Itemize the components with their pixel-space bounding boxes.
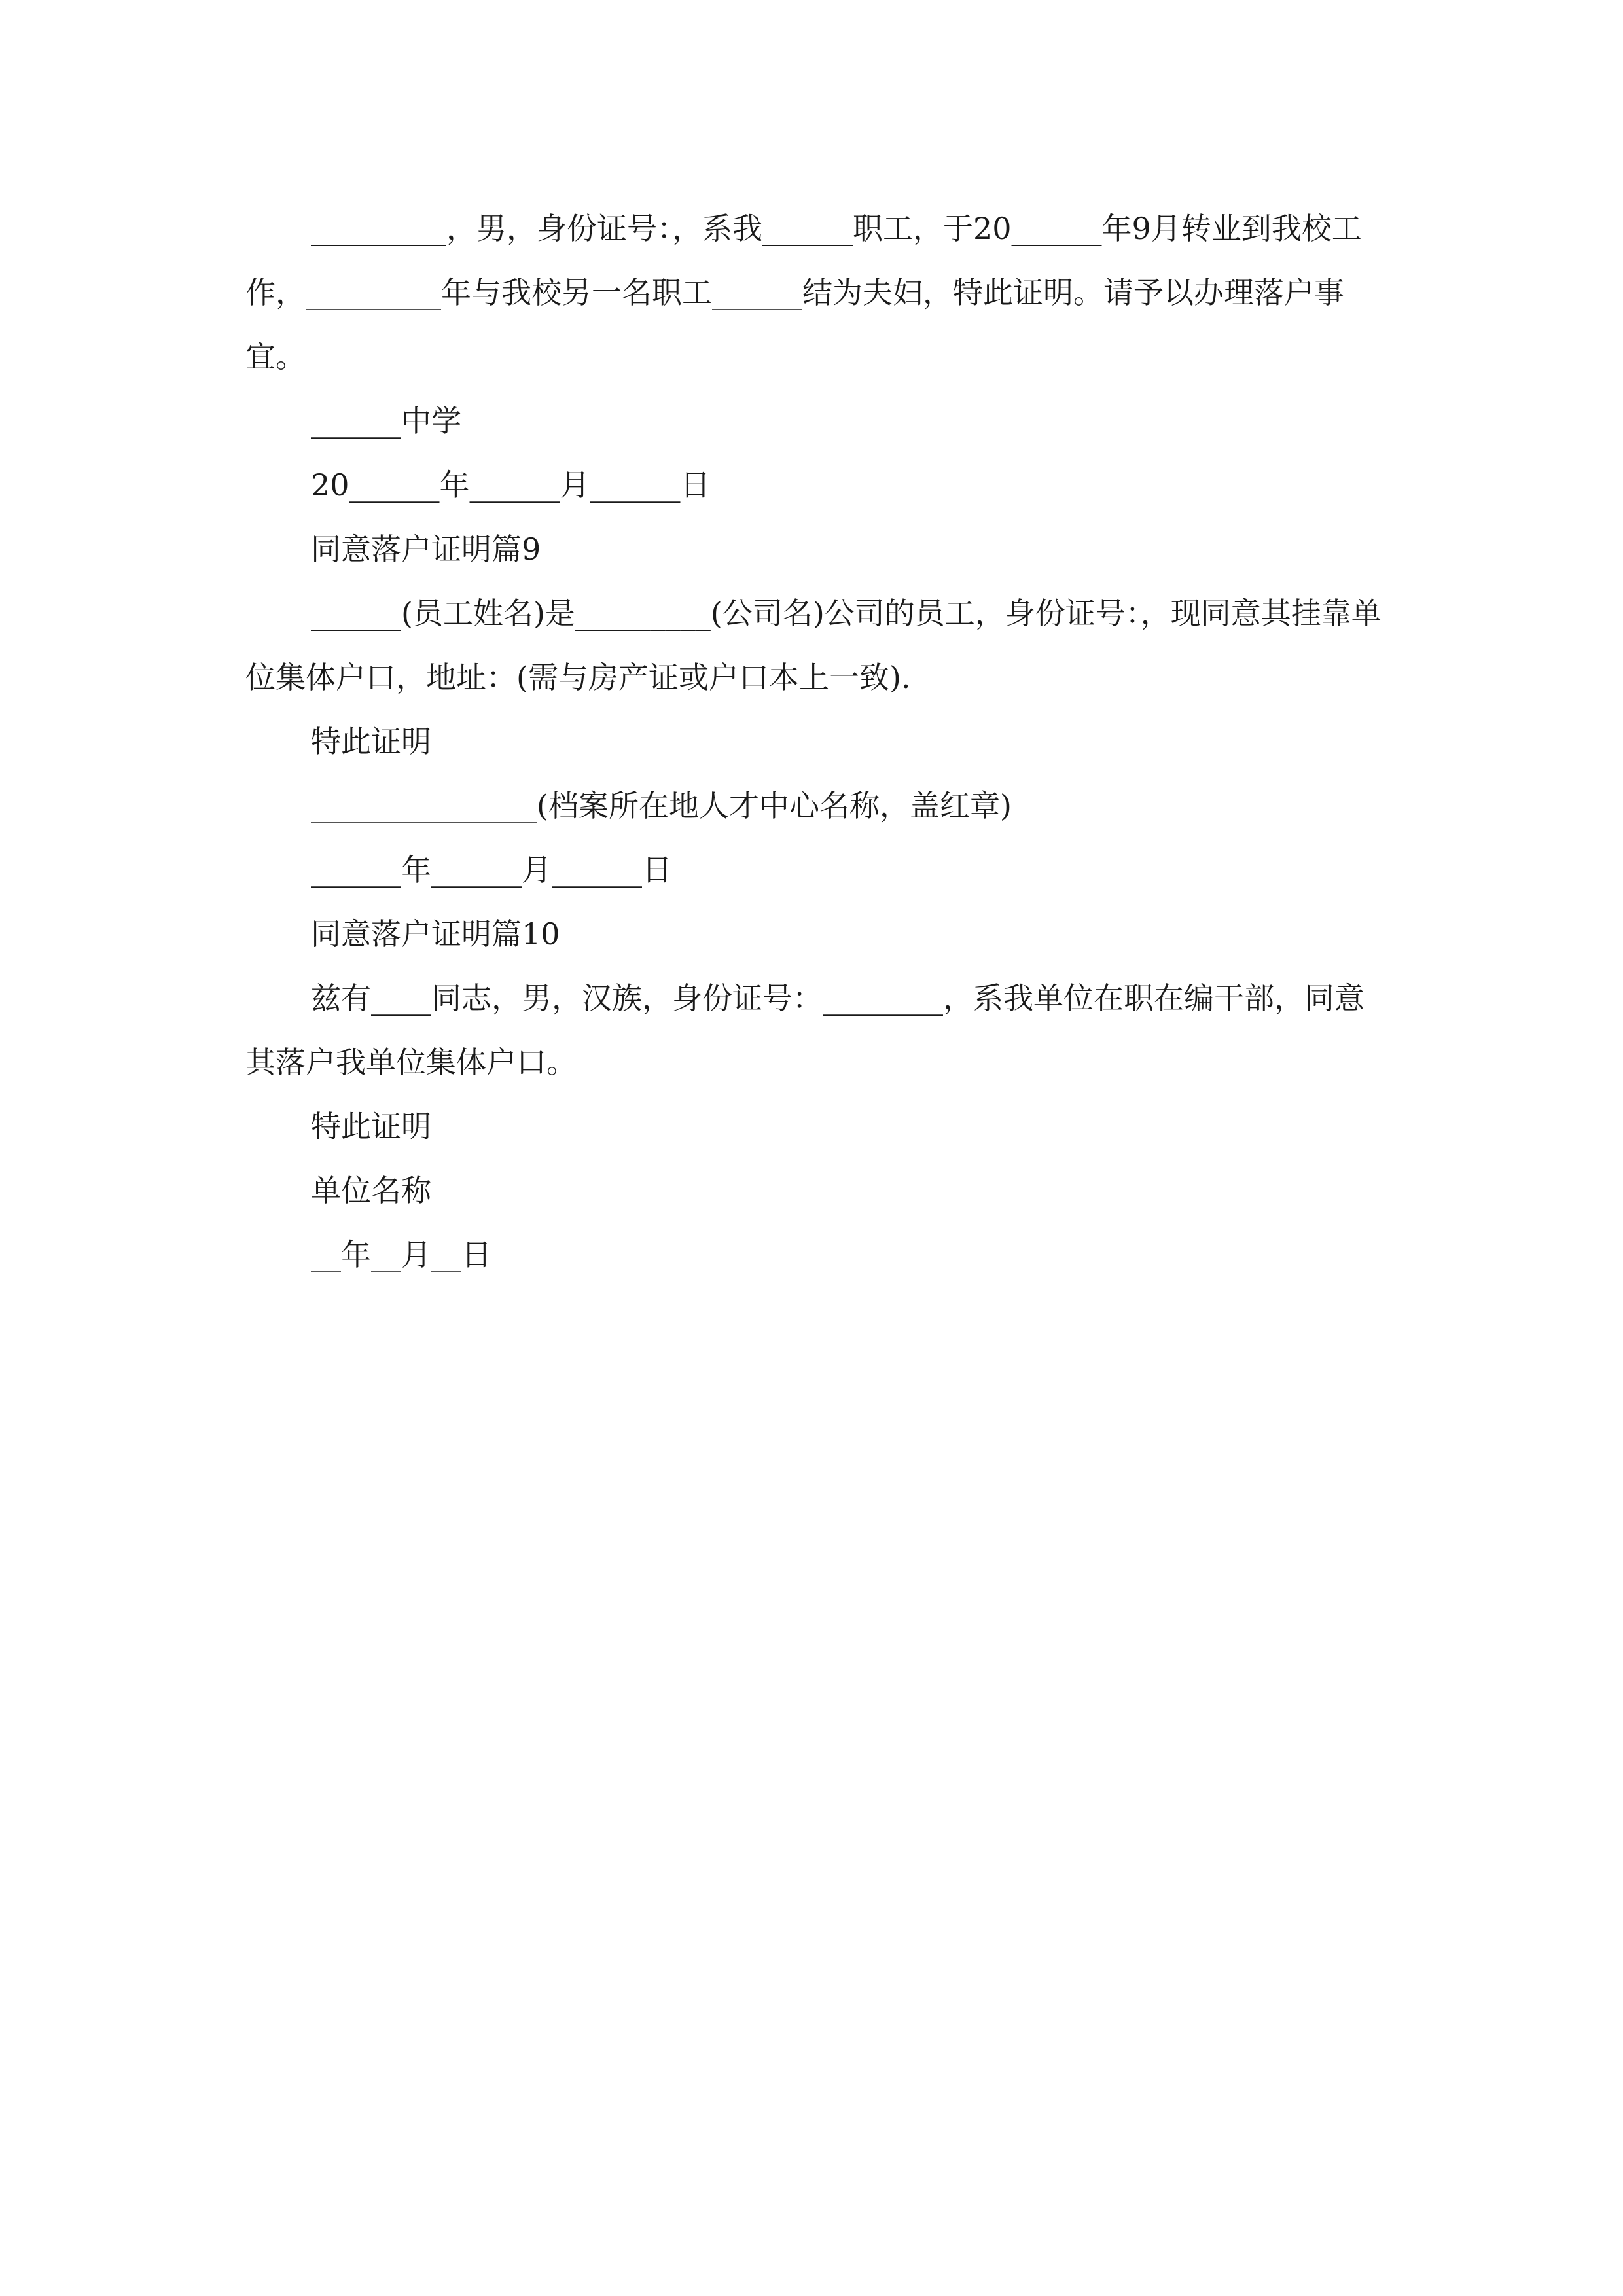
paragraph-school-name: ______中学: [311, 403, 461, 439]
paragraph-transfer-statement: _________，男，身份证号：，系我______职工，于20______年9月转业到我校工作，_________年与我校另一名职工______结为夫妇，特此证明。请予以办理落户事宜。: [245, 211, 1362, 374]
document-body: [245, 196, 1391, 1287]
section-heading-9: 同意落户证明篇9: [311, 531, 541, 567]
paragraph-certify-2: 特此证明: [311, 1109, 431, 1144]
paragraph-employee-statement: ______(员工姓名)是_________(公司名)公司的员工，身份证号：，现同意其挂靠单位集体户口，地址：(需与房产证或户口本上一致).: [245, 596, 1382, 695]
paragraph-certify-1: 特此证明: [311, 724, 431, 759]
section-heading-10: 同意落户证明篇10: [311, 916, 560, 952]
paragraph-cadre-statement: 兹有____同志，男，汉族，身份证号：________，系我单位在职在编干部，同意其落户我单位集体户口。: [245, 980, 1364, 1080]
paragraph-date-2: ______年______月______日: [311, 852, 672, 888]
paragraph-unit-name: 单位名称: [311, 1173, 431, 1208]
paragraph-talent-center: _______________(档案所在地人才中心名称，盖红章): [311, 788, 1012, 823]
paragraph-date-1: 20______年______月______日: [311, 467, 711, 503]
paragraph-date-3: __年__月__日: [311, 1237, 491, 1272]
